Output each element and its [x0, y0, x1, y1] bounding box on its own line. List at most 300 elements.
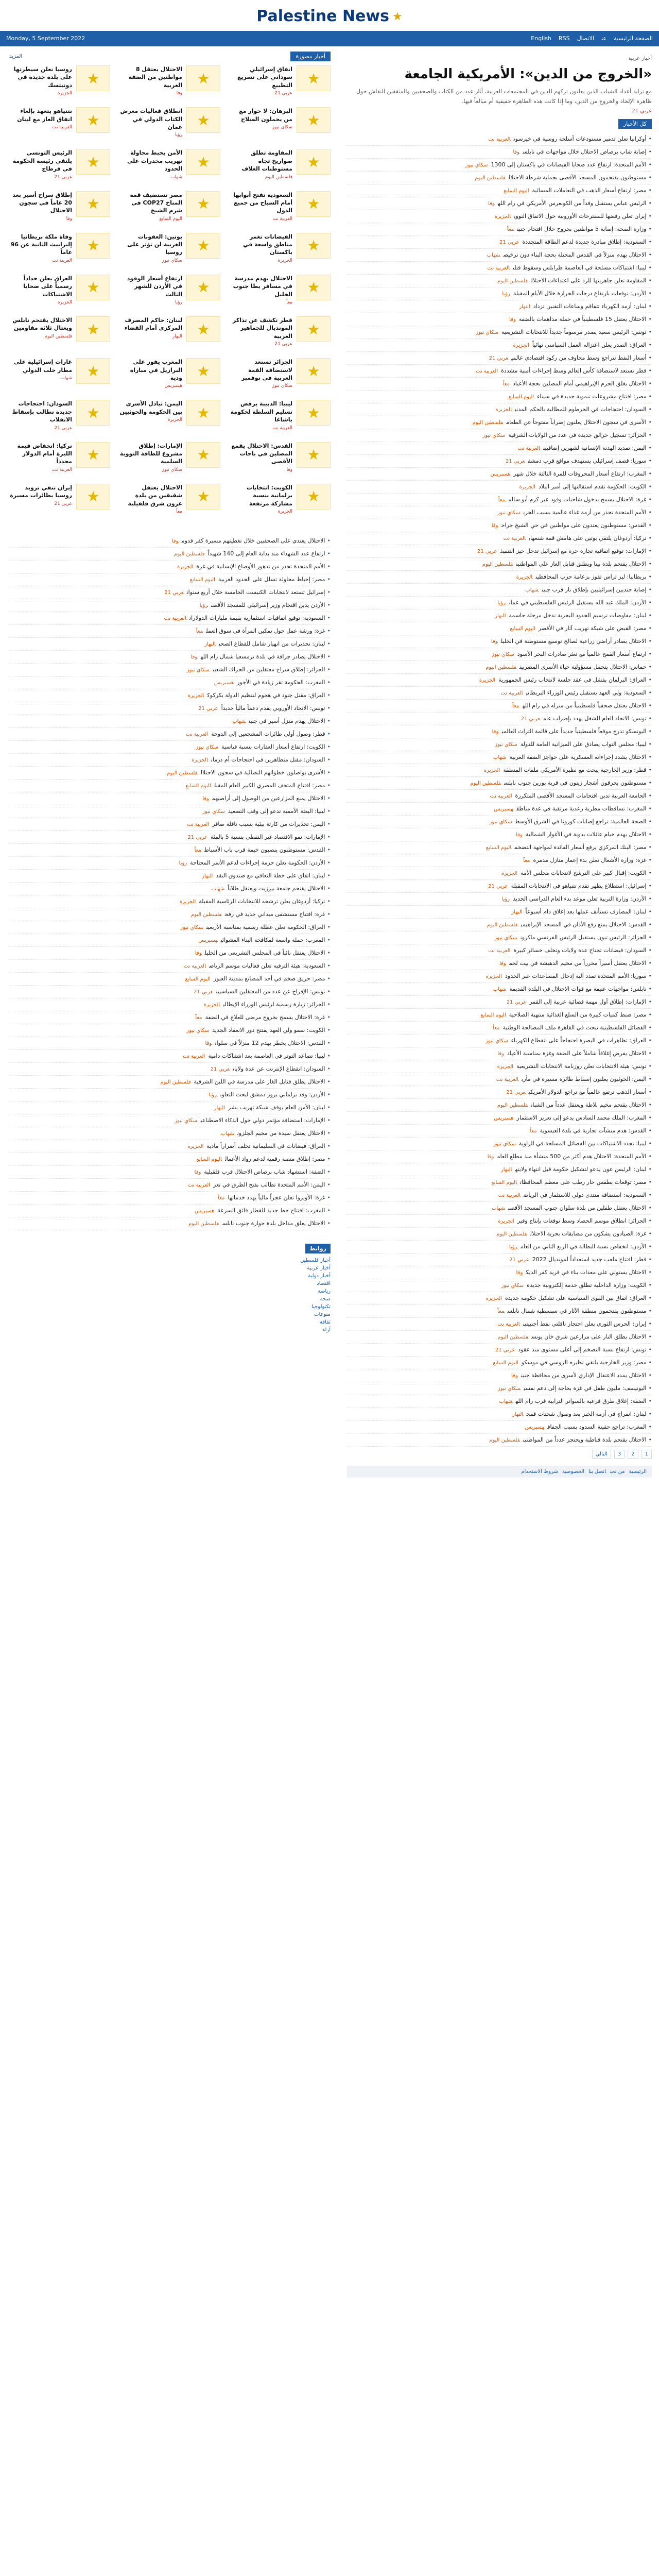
list-item-title[interactable]: الأردن يدين اقتحام وزير إسرائيلي للمسجد الأقصى — [211, 601, 325, 608]
list-item[interactable] — [9, 883, 331, 895]
news-source[interactable]: الجزيرة — [57, 300, 72, 306]
news-source[interactable]: هسبريس — [164, 383, 182, 389]
photo-news-title[interactable]: السعودية تفتح أبوابها أمام السياح من جميع الدول — [233, 191, 292, 214]
news-source[interactable]: العربية نت — [496, 1077, 519, 1083]
footer-link[interactable]: من نحن — [610, 1469, 625, 1475]
news-source[interactable]: اليوم السابع — [189, 577, 215, 583]
list-item-title[interactable]: المغرب: الملك محمد السادس يدعو إلى تعزيز الاستثمار — [516, 1114, 647, 1122]
list-item-title[interactable]: السودان: مقتل متظاهرين في احتجاجات أم درمان — [211, 756, 325, 763]
list-item-title[interactable]: الاحتلال يعتقل طفلين من بلدة سلوان جنوب المسجد الأقصى — [508, 1205, 647, 1212]
news-source[interactable]: فلسطين اليوم — [44, 333, 72, 339]
photo-news-title[interactable]: إطلاق سراح أسير بعد 20 عاماً في سجون الاحتلال — [12, 191, 72, 214]
list-item-title[interactable]: مستوطنون يقتحمون منطقة الآثار في سبسطية شمال نابلس — [507, 1308, 647, 1315]
photo-news-card[interactable] — [119, 400, 220, 430]
news-source[interactable]: النهار — [214, 1105, 226, 1111]
list-item[interactable] — [9, 1140, 331, 1153]
list-item-title[interactable]: الاحتلال يغلق مداخل بلدة حوارة جنوب نابلس — [222, 1219, 325, 1227]
news-source[interactable]: وفا — [516, 832, 523, 838]
list-item[interactable] — [347, 1047, 652, 1060]
list-item-title[interactable]: ارتفاع أسعار القمح عالمياً مع تعثر صادرات البحر الأسود — [517, 651, 647, 658]
list-item-title[interactable]: إصابة شاب برصاص الاحتلال خلال مواجهات في نابلس — [523, 148, 647, 156]
news-source[interactable]: الجزيرة — [187, 1143, 204, 1149]
list-item[interactable] — [347, 1253, 652, 1266]
photo-news-title[interactable]: روسيا تعلن سيطرتها على بلدة جديدة في دونيتسك — [13, 66, 72, 89]
news-source[interactable]: هسبريس — [195, 1208, 215, 1214]
photo-news-title[interactable]: المقاومة تطلق صواريخ تجاه مستوطنات الغلاف — [241, 149, 292, 173]
list-item-title[interactable]: قطر: وصول أولى طائرات المشجعين إلى الدوحة — [211, 730, 325, 737]
news-source[interactable]: الجزيرة — [167, 417, 182, 423]
list-item[interactable] — [9, 741, 331, 754]
sidebar-link[interactable]: أخبار عربية — [307, 1265, 331, 1271]
list-item-title[interactable]: الإمارات: إطلاق أول مهمة فضائية عربية إلى القمر — [529, 998, 647, 1006]
news-source[interactable]: وفا — [499, 961, 506, 967]
photo-news-title[interactable]: نتنياهو يتعهد بإلغاء اتفاق الغاز مع لبنان — [17, 108, 72, 123]
list-item[interactable] — [347, 532, 652, 545]
list-item-title[interactable]: الاحتلال يصادر جرافة في بلدة ترمسعيا شمال رام الله — [200, 653, 325, 660]
list-item-title[interactable]: مصر: إطلاق منصة رقمية لدعم رواد الأعمال — [225, 1155, 325, 1162]
list-item[interactable] — [347, 1434, 652, 1447]
list-item-title[interactable]: ليبيا: البعثة الأممية تدعو إلى وقف التصعيد — [228, 807, 325, 815]
list-item-title[interactable]: لبنان: اتفاق على خطة التعافي مع صندوق النقد — [216, 872, 325, 879]
news-source[interactable]: سكاي نيوز — [482, 433, 506, 439]
list-item[interactable] — [347, 1344, 652, 1357]
list-item-title[interactable]: الاحتلال يهدم خيام عائلات بدوية في الأغوار الشمالية — [525, 831, 647, 838]
list-item[interactable] — [347, 944, 652, 957]
news-source[interactable]: سكاي نيوز — [497, 1386, 521, 1392]
list-item[interactable] — [9, 754, 331, 767]
news-source[interactable]: سكاي نيوز — [180, 924, 203, 930]
list-item[interactable] — [9, 973, 331, 986]
news-source[interactable]: الجزيرة — [179, 899, 196, 905]
list-item[interactable] — [9, 895, 331, 908]
news-source[interactable]: فلسطين اليوم — [190, 911, 222, 918]
news-source[interactable]: رؤيا — [209, 1092, 217, 1098]
list-item[interactable] — [9, 857, 331, 870]
news-source[interactable]: عربي 21 — [187, 834, 207, 840]
news-source[interactable]: وفا — [509, 317, 516, 323]
list-item[interactable] — [9, 561, 331, 573]
list-item-title[interactable]: مصر: حريق ضخم في أحد المصانع بمدينة العبور — [213, 975, 325, 982]
list-item-title[interactable]: غزة: الأونروا تعلن عجزاً مالياً يهدد خدماتها — [228, 1194, 325, 1201]
news-source[interactable]: معاً — [498, 497, 506, 503]
news-source[interactable]: اليوم السابع — [159, 216, 182, 222]
news-source[interactable]: النهار — [204, 641, 216, 647]
list-item-title[interactable]: مصر: افتتاح المتحف المصري الكبير العام المقبل — [214, 782, 325, 789]
list-item[interactable] — [347, 1150, 652, 1163]
photo-news-title[interactable]: الفيضانات تغمر مناطق واسعة في باكستان — [242, 233, 292, 256]
list-item-title[interactable]: اليمن: الأمم المتحدة تطالب بفتح الطرق في تعز — [213, 1181, 325, 1188]
list-item[interactable] — [347, 597, 652, 609]
news-source[interactable]: معاً — [530, 1128, 537, 1134]
photo-news-card[interactable] — [119, 191, 220, 222]
list-item[interactable] — [347, 661, 652, 674]
list-item-title[interactable]: اليونيسف: مليون طفل في غزة بحاجة إلى دعم نفسي — [524, 1385, 647, 1392]
news-source[interactable]: الجزيرة — [498, 1218, 514, 1225]
list-item[interactable] — [347, 1395, 652, 1408]
sidebar-link[interactable]: ثقافة — [319, 1319, 331, 1325]
news-source[interactable]: الجزيرة — [203, 1002, 220, 1008]
news-source[interactable]: اليوم السابع — [485, 845, 512, 851]
list-item-title[interactable]: قطر: افتتاح ملعب جديد استعداداً لمونديال 2022 — [532, 1256, 647, 1263]
list-item-title[interactable]: السعودية: استضافة منتدى دولي للاستثمار في الرياض — [524, 1192, 647, 1199]
list-item[interactable] — [9, 986, 331, 998]
top-nav-item[interactable]: English — [531, 35, 552, 42]
news-source[interactable]: وفا — [286, 467, 292, 472]
list-item-title[interactable]: مصر: ارتفاع أسعار الذهب في التعاملات المسائية — [532, 187, 647, 194]
list-item[interactable] — [347, 146, 652, 159]
photo-news-title[interactable]: انطلاق فعاليات معرض الكتاب الدولي في عمان — [120, 108, 182, 130]
list-item[interactable] — [347, 687, 652, 700]
list-item-title[interactable]: الإمارات: توقيع اتفاقية تجارة حرة مع إسرائيل تدخل حيز التنفيذ — [500, 548, 647, 555]
news-source[interactable]: عربي 21 — [499, 240, 519, 246]
news-source[interactable]: معاً — [507, 227, 514, 233]
photo-news-card[interactable] — [119, 358, 220, 388]
news-source[interactable]: الجزيرة — [177, 564, 194, 570]
list-item-title[interactable]: القدس: مستوطنون يعتدون على مواطنين في حي الشيخ جراح — [501, 522, 647, 529]
list-item[interactable] — [347, 378, 652, 391]
list-item[interactable] — [347, 159, 652, 172]
news-source[interactable]: شهاب — [492, 1206, 506, 1212]
news-source[interactable]: النهار — [519, 304, 530, 310]
news-source[interactable]: هسبريس — [494, 1115, 514, 1122]
list-item-title[interactable]: الجزائر: تسجيل حرائق جديدة في عدد من الولايات الشرقية — [508, 432, 647, 439]
news-source[interactable]: سكاي نيوز — [202, 808, 225, 815]
news-source[interactable]: فلسطين اليوم — [485, 665, 516, 671]
list-item-title[interactable]: القدس: الاحتلال يمنع رفع الأذان في المسجد الإبراهيمي — [521, 921, 647, 928]
photo-news-title[interactable]: الرئيس التونسي يلتقي رئيسة الحكومة في قرطاج — [12, 149, 72, 173]
news-source[interactable]: معاً — [196, 628, 203, 634]
news-source[interactable]: فلسطين اليوم — [497, 278, 528, 284]
news-source[interactable]: اليوم السابع — [480, 1012, 506, 1019]
list-item-title[interactable]: لبنان: الأمن العام يوقف شبكة تهريب بشر — [228, 1104, 325, 1111]
sidebar-link[interactable]: صحة — [320, 1296, 331, 1302]
list-item[interactable] — [347, 506, 652, 519]
list-item[interactable] — [347, 172, 652, 184]
list-item[interactable] — [9, 651, 331, 664]
list-item[interactable] — [347, 468, 652, 481]
news-source[interactable]: العربية نت — [503, 536, 526, 542]
news-source[interactable]: هسبريس — [490, 471, 510, 478]
list-item[interactable] — [347, 481, 652, 494]
list-item[interactable] — [347, 648, 652, 661]
list-item[interactable] — [347, 880, 652, 893]
news-source[interactable]: شهاب — [525, 587, 539, 594]
news-source[interactable]: سكاي نيوز — [489, 819, 512, 825]
photo-news-title[interactable]: بوتين: العقوبات الغربية لن تؤثر على روسيا — [127, 233, 182, 256]
photo-news-title[interactable]: مصر تستضيف قمة المناخ COP27 في شرم الشيخ — [130, 191, 182, 214]
list-item-title[interactable]: إيران: الحرس الثوري يعلن احتجاز ناقلتي نفط أجنبيتين — [523, 1320, 647, 1328]
photo-news-title[interactable]: الكويت: انتخابات برلمانية بنسبة مشاركة مرتفعة — [247, 484, 292, 507]
list-item-title[interactable]: السودان: احتجاجات في الخرطوم للمطالبة بالحكم المدني — [515, 406, 647, 413]
photo-news-title[interactable]: ارتفاع أسعار الوقود في الأردن للشهر الثالث — [127, 275, 182, 298]
list-item[interactable] — [9, 998, 331, 1011]
news-source[interactable]: وفا — [176, 91, 182, 96]
list-item[interactable] — [347, 751, 652, 764]
list-item[interactable] — [9, 1114, 331, 1127]
news-source[interactable]: هسبريس — [525, 1425, 545, 1431]
list-item-title[interactable]: العراق: مقتل جنود في هجوم لتنظيم الدولة بكركوك — [207, 691, 325, 699]
list-item[interactable] — [347, 1009, 652, 1022]
page-link[interactable]: 2 — [628, 1450, 638, 1459]
sidebar-link[interactable]: رياضة — [318, 1288, 331, 1294]
news-source[interactable]: الجزيرة — [479, 677, 496, 684]
photo-news-title[interactable]: القدس: الاحتلال يقمع المصلين في باحات الأقصى — [231, 442, 292, 465]
list-item[interactable] — [9, 612, 331, 625]
news-source[interactable]: الجزيرة — [57, 91, 72, 96]
list-item[interactable] — [347, 429, 652, 442]
list-item-title[interactable]: الاحتلال يعتقل 15 فلسطينياً في حملة مداهمات بالضفة — [518, 316, 647, 323]
list-item-title[interactable]: الأمم المتحدة: ارتفاع عدد ضحايا الفيضانات في باكستان إلى 1300 — [491, 161, 647, 168]
list-item-title[interactable]: مصر: توقعات بطقس حار رطب على معظم المحافظات — [519, 1179, 647, 1186]
photo-news-card[interactable] — [230, 191, 331, 222]
list-item-title[interactable]: ليبيا: تجدد الاشتباكات بين الفصائل المسلحة في الزاوية — [518, 1140, 647, 1147]
news-source[interactable]: فلسطين اليوم — [470, 781, 501, 787]
list-item[interactable] — [9, 1127, 331, 1140]
list-item-title[interactable]: ارتفاع عدد الشهداء منذ بداية العام إلى 140 شهيداً — [207, 550, 325, 557]
list-item[interactable] — [347, 1305, 652, 1318]
list-item[interactable] — [347, 365, 652, 378]
list-item[interactable] — [9, 1101, 331, 1114]
top-nav-item[interactable]: RSS — [559, 35, 570, 42]
list-item[interactable] — [347, 957, 652, 970]
list-item[interactable] — [9, 638, 331, 651]
news-source[interactable]: عربي 21 — [274, 91, 292, 96]
list-item-title[interactable]: الأردن: الحكومة تعلن حزمة إجراءات لدعم الأسر المحتاجة — [190, 859, 325, 866]
list-item[interactable] — [347, 1035, 652, 1047]
list-item[interactable] — [347, 609, 652, 622]
photo-news-title[interactable]: تركيا: انخفاض قيمة الليرة أمام الدولار مجدداً — [17, 442, 72, 465]
list-item[interactable] — [9, 908, 331, 921]
photo-news-card[interactable] — [230, 358, 331, 388]
list-item-title[interactable]: السودان: فيضانات تجتاح عدة ولايات وتخلف خسائر كبيرة — [513, 947, 647, 954]
news-source[interactable]: الجزيرة — [516, 574, 533, 581]
news-source[interactable]: شهاب — [232, 718, 246, 724]
photo-news-card[interactable] — [119, 442, 220, 472]
list-item[interactable] — [347, 249, 652, 262]
news-source[interactable]: رؤيا — [175, 300, 182, 306]
list-item-title[interactable]: الإمارات: نمو الاقتصاد غير النفطي بنسبة 5 بالمئة — [210, 833, 325, 840]
news-source[interactable]: اليوم السابع — [493, 1360, 518, 1366]
list-item[interactable] — [347, 931, 652, 944]
news-source[interactable]: هسبريس — [494, 806, 513, 812]
news-source[interactable]: الجزيرة — [278, 509, 292, 514]
list-item[interactable] — [347, 313, 652, 326]
news-source[interactable]: العربية نت — [186, 821, 210, 827]
list-item-title[interactable]: الاحتلال يعتقل نائباً في المجلس التشريعي من الخليل — [204, 949, 325, 956]
list-item-title[interactable]: المغرب: حملة واسعة لمكافحة البناء العشوائي — [220, 936, 325, 943]
news-source[interactable]: عربي 21 — [198, 705, 218, 711]
list-item[interactable] — [347, 326, 652, 339]
news-source[interactable]: عربي 21 — [164, 589, 184, 596]
list-item[interactable] — [9, 573, 331, 586]
list-item-title[interactable]: مستوطنون يحرقون أشجار زيتون في قرية بورين جنوب نابلس — [504, 779, 647, 787]
news-source[interactable]: شهاب — [499, 1399, 513, 1405]
list-item[interactable] — [9, 767, 331, 779]
list-item-title[interactable]: الضفة: استشهاد شاب برصاص الاحتلال قرب قلقيلية — [204, 1168, 325, 1175]
photo-news-title[interactable]: وفاة ملكة بريطانيا إليزابيث الثانية عن 96 عاماً — [10, 233, 72, 256]
list-item-title[interactable]: غزة: افتتاح مستشفى ميداني جديد في رفح — [224, 910, 325, 918]
photo-news-card[interactable] — [230, 65, 331, 96]
photo-news-card[interactable] — [230, 275, 331, 305]
news-source[interactable]: رؤيا — [509, 1244, 517, 1250]
news-source[interactable]: عربي 21 — [54, 425, 72, 431]
footer-link[interactable]: اتصل بنا — [588, 1469, 606, 1475]
photo-news-card[interactable] — [9, 107, 110, 138]
list-item-title[interactable]: لبنان: الرئيس عون يدعو لتشكيل حكومة قبل انتهاء ولايته — [515, 1166, 647, 1173]
list-item[interactable] — [347, 1073, 652, 1086]
list-item-title[interactable]: المغرب: تراجع حقينة السدود بسبب الجفاف — [547, 1423, 647, 1431]
list-item-title[interactable]: تونس: الرئيس سعيد يصدر مرسوماً جديداً للانتخابات التشريعية — [501, 329, 647, 336]
sidebar-link[interactable]: آراء — [322, 1327, 331, 1333]
sidebar-link[interactable]: تكنولوجيا — [311, 1303, 331, 1310]
news-source[interactable]: الجزيرة — [485, 1296, 502, 1302]
list-item[interactable] — [347, 1215, 652, 1228]
photo-news-title[interactable]: الاحتلال يهدم مدرسة في مسافر يطا جنوب الخليل — [233, 275, 292, 298]
news-source[interactable]: وفا — [488, 201, 495, 207]
photo-news-title[interactable]: إيران تنفي تزويد روسيا بطائرات مسيرة — [10, 484, 72, 499]
news-source[interactable]: العربية نت — [272, 425, 292, 431]
list-item[interactable] — [9, 548, 331, 561]
list-item[interactable] — [347, 571, 652, 584]
list-item-title[interactable]: مصر: افتتاح مشروعات تنموية جديدة في سيناء — [537, 393, 647, 400]
list-item[interactable] — [9, 1024, 331, 1037]
list-item-title[interactable]: الاحتلال يقتحم بلدة قباطية ويحتجز عدداً من المواطنين — [523, 1436, 647, 1444]
list-item-title[interactable]: الجامعة العربية تدين اقتحامات المسجد الأقصى المتكررة — [515, 792, 647, 800]
list-item-title[interactable]: مصر: إحباط محاولة تسلل على الحدود الغربية — [218, 575, 325, 583]
list-item[interactable] — [347, 1202, 652, 1215]
list-item[interactable] — [9, 1217, 331, 1230]
list-item[interactable] — [9, 1050, 331, 1063]
news-source[interactable]: اليوم السابع — [504, 188, 529, 194]
list-item[interactable] — [347, 777, 652, 790]
list-item[interactable] — [9, 792, 331, 805]
photo-news-title[interactable]: اتفاق إسرائيلي سوداني على تسريع التطبيع — [237, 66, 292, 89]
list-item-title[interactable]: غزة: الاحتلال يسمح بدخول شاحنات وقود عبر كرم أبو سالم — [508, 496, 647, 503]
news-source[interactable]: فلسطين اليوم — [188, 1221, 219, 1227]
list-item[interactable] — [9, 831, 331, 844]
page-link[interactable]: 3 — [614, 1450, 625, 1459]
news-source[interactable]: عربي 21 — [506, 1090, 526, 1096]
news-source[interactable]: النهار — [172, 333, 182, 339]
list-item-title[interactable]: الاحتلال يمدد الاعتقال الإداري لأسرى من محافظة جنين — [521, 1372, 647, 1379]
list-item-title[interactable]: الصحة العالمية: تراجع إصابات كورونا في الشرق الأوسط — [515, 818, 647, 825]
news-source[interactable]: معاً — [286, 300, 292, 306]
site-logo[interactable]: Palestine News ★ — [256, 7, 403, 25]
news-source[interactable]: الجزيرة — [192, 757, 208, 763]
list-item-title[interactable]: غزة: الصيادون يشكون من مضايقات بحرية الاحتلال — [530, 1230, 647, 1238]
list-item[interactable] — [9, 676, 331, 689]
news-source[interactable]: عربي 21 — [521, 716, 541, 722]
news-source[interactable]: عربي 21 — [509, 1257, 529, 1263]
list-item-title[interactable]: المغرب: افتتاح خط جديد للقطار فائق السرعة — [217, 1207, 325, 1214]
list-item-title[interactable]: الجزائر: الرئيس تبون يستقبل الرئيس الفرنسي ماكرون — [520, 934, 647, 941]
photo-news-title[interactable]: ليبيا: الدبيبة يرفض تسليم السلطة لحكومة باشاغا — [230, 400, 292, 423]
list-item[interactable] — [9, 921, 331, 934]
list-item-title[interactable]: وزارة الصحة: إصابة 5 مواطنين بجروح خلال اقتحام جنين — [517, 226, 647, 233]
list-item-title[interactable]: أسعار النفط تتراجع وسط مخاوف من ركود اقتصادي عالمي — [511, 354, 647, 362]
list-item-title[interactable]: إيران تعلن رفضها للمقترحات الأوروبية حول الاتفاق النووي — [514, 213, 647, 220]
list-item[interactable] — [347, 1318, 652, 1331]
news-source[interactable]: العربية نت — [164, 615, 187, 621]
news-source[interactable]: فلسطين اليوم — [265, 174, 292, 180]
news-source[interactable]: معاً — [195, 1014, 202, 1021]
list-item-title[interactable]: السودان: انقطاع الإنترنت عن عدة ولايات — [233, 1065, 325, 1072]
news-source[interactable]: عربي 21 — [506, 999, 527, 1006]
photo-news-card[interactable] — [9, 191, 110, 222]
news-source[interactable]: النهار — [512, 1412, 524, 1418]
news-source[interactable]: العربية نت — [186, 731, 209, 737]
list-item-title[interactable]: قطر تستعد لاستضافة كأس العالم وسط إجراءات أمنية مشددة — [501, 367, 647, 375]
list-item-title[interactable]: الجزائر: زيارة رسمية لرئيس الوزراء الإيطالي — [223, 1001, 325, 1008]
list-item-title[interactable]: الاحتلال يصادر أراضي زراعية لصالح توسيع مستوطنة في الخليل — [500, 638, 647, 645]
news-source[interactable]: سكاي نيوز — [492, 652, 514, 658]
news-source[interactable]: العربية نت — [52, 467, 72, 472]
list-item[interactable] — [9, 1166, 331, 1179]
news-source[interactable]: فلسطين اليوم — [174, 551, 205, 557]
list-item[interactable] — [347, 828, 652, 841]
news-source[interactable]: معاً — [194, 847, 202, 853]
news-source[interactable]: الجزيرة — [497, 1064, 514, 1070]
news-source[interactable]: رؤيا — [497, 600, 506, 606]
top-nav-item[interactable]: الاتصال — [577, 35, 595, 42]
news-source[interactable]: عربي 21 — [477, 549, 497, 555]
list-item-title[interactable]: الاحتلال يعتقل أسيراً محرراً من مخيم الدهيشة في بيت لحم — [509, 960, 647, 967]
news-source[interactable]: الجزيرة — [513, 343, 529, 349]
news-source[interactable]: سكاي نيوز — [186, 667, 210, 673]
news-source[interactable]: فلسطين اليوم — [489, 1437, 520, 1444]
news-source[interactable]: عربي 21 — [193, 989, 213, 995]
news-source[interactable]: الجزيرة — [495, 407, 512, 413]
list-item-title[interactable]: الأمم المتحدة تحذر من أزمة غذاء عالمية بسبب الحرب — [523, 509, 647, 516]
news-source[interactable]: عربي 21 — [54, 501, 72, 506]
list-item-title[interactable]: إصابة جنديين إسرائيليين بإطلاق نار قرب جنين — [542, 586, 647, 594]
list-item[interactable] — [347, 700, 652, 713]
news-source[interactable]: فلسطين اليوم — [496, 1231, 527, 1238]
news-source[interactable]: رؤيا — [179, 860, 187, 866]
list-item-title[interactable]: مصر: البنك المركزي يرفع أسعار الفائدة لمواجهة التضخم — [514, 844, 647, 851]
list-item[interactable] — [9, 689, 331, 702]
sidebar-link[interactable]: أخبار دولية — [308, 1273, 331, 1279]
list-item-title[interactable]: تونس: هيئة الانتخابات تعلن روزنامة الانتخابات التشريعية — [516, 1063, 647, 1070]
news-source[interactable]: الجزيرة — [494, 214, 511, 220]
list-item-title[interactable]: العراق: فيضانات في السليمانية تخلف أضراراً مادية — [206, 1142, 325, 1149]
photo-news-title[interactable]: المغرب يفوز على البرازيل في مباراة ودية — [130, 359, 182, 381]
list-item-title[interactable]: المغرب: ارتفاع أسعار المحروقات للمرة الثالثة خلال شهر — [513, 470, 647, 478]
list-item[interactable] — [347, 1241, 652, 1253]
news-source[interactable]: سكاي نيوز — [465, 162, 488, 168]
news-source[interactable]: رؤيا — [502, 291, 510, 297]
list-item[interactable] — [347, 1176, 652, 1189]
list-item-title[interactable]: الأسرى يواصلون خطواتهم النضالية في سجون الاحتلال — [200, 769, 325, 776]
list-item[interactable] — [347, 635, 652, 648]
news-source[interactable]: سكاي نيوز — [162, 467, 182, 472]
news-source[interactable]: هسبريس — [198, 937, 218, 943]
news-source[interactable]: سكاي نيوز — [494, 935, 517, 941]
list-item-title[interactable]: الاحتلال يستولي على معدات بناء في قرية كفر الديك — [526, 1269, 647, 1276]
list-item[interactable] — [347, 674, 652, 687]
news-source[interactable]: فلسطين اليوم — [167, 770, 198, 776]
news-source[interactable]: فلسطين اليوم — [472, 420, 504, 426]
list-item-title[interactable]: تركيا: أردوغان يعلن ترشحه للانتخابات الرئاسية المقبلة — [199, 897, 325, 905]
list-item-title[interactable]: الكويت: ارتفاع أسعار العقارات بنسبة قياسية — [221, 743, 325, 750]
list-item-title[interactable]: الضفة: إغلاق طرق فرعية بالسواتر الترابية قرب رام الله — [515, 1398, 647, 1405]
photo-news-card[interactable] — [119, 107, 220, 138]
news-source[interactable]: الجزيرة — [519, 484, 535, 490]
news-source[interactable]: وفا — [66, 216, 72, 222]
list-item[interactable] — [9, 586, 331, 599]
list-item[interactable] — [9, 1089, 331, 1101]
news-source[interactable]: الجزيرة — [278, 258, 292, 263]
